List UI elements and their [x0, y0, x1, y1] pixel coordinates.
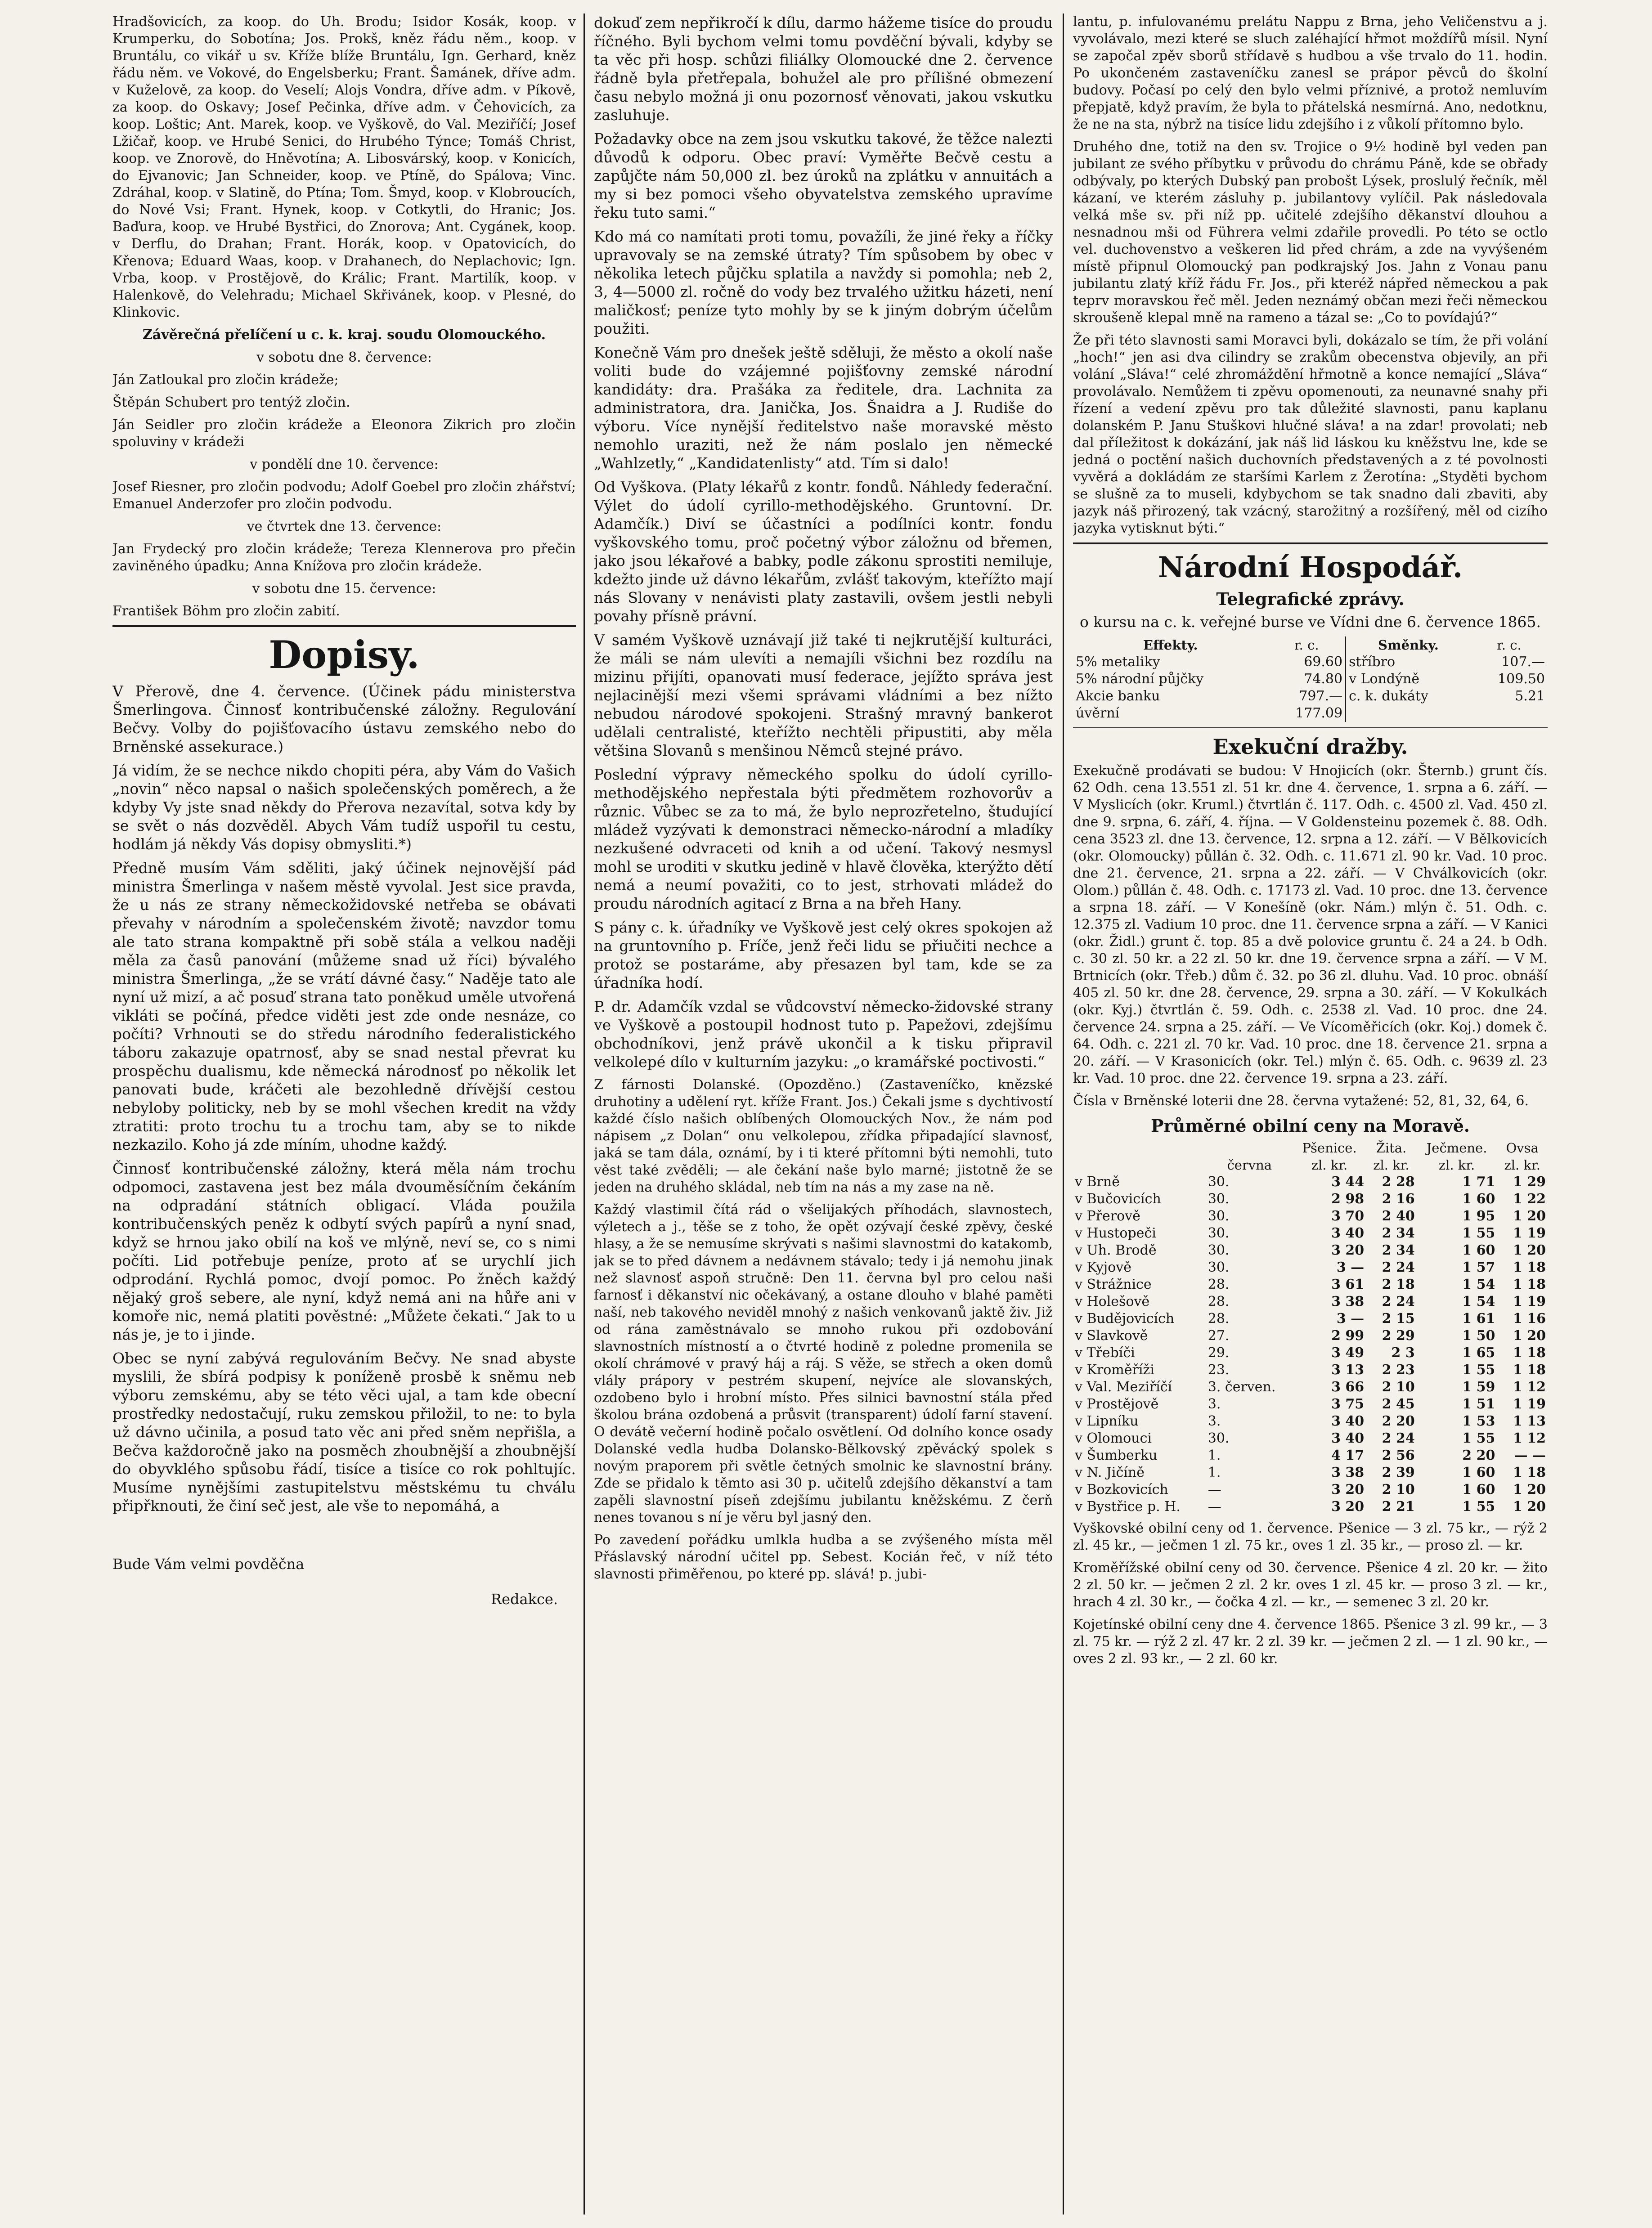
prerov-lead: V Přerově, dne 4. července. (Účinek pádu ministerstva Šmerlingova. Činnosť kontribučenské záložny. Regulování Bečvy. Volby do pojišťovacího ústavu zemského nebo do Brněnské assekurace.)	[112, 682, 576, 755]
exchange-row	[1073, 705, 1548, 722]
grain-date: 30.	[1208, 1225, 1230, 1241]
grain-date: 1.	[1208, 1465, 1221, 1480]
grain-date: 28.	[1208, 1277, 1230, 1292]
bill-rate: 109.50	[1498, 671, 1545, 687]
prerov-paragraph: Předně musím Vám sděliti, jaký účinek nejnovější pád ministra Šmerlinga v našem městě vyvolal. Jest sice pravda, že u nás ze strany německožidovské netřeba se obávati převahy v národním a společenském životě; navzdor tomu ale tato strana kompaktně při sobě stála a velkou naději měla za časů panování (můžeme snad už říci) bývalého ministra Šmerlinga, „že se vrátí dávné časy.“ Naděje tato ale nyní už mizí, a ač posuď strana tato poněkud uměle utvořená vikláti se počíná, předce viděti jest zde onde nesnáze, co počíti? Vrhnouti se do středu národního federalistického táboru zakazuje opatrnosť, aby se snad nestal převrat ku prospěchu dualismu, kde německá národnosť po několik let panovati bude, kráčeti ale bezohledně dřívější cestou nebyloby politicky, neb by se mohl všechen kredit na vždy ztratiti: proto trochu tu a trochu tam, aby se to nikde nezkazilo. Koho já zde míním, uhodne každý.	[112, 859, 576, 1153]
grain-price: 2 99	[1331, 1328, 1365, 1344]
grain-price: 2 34	[1382, 1225, 1415, 1241]
grain-price: 1 18	[1513, 1260, 1546, 1275]
grain-header	[1073, 1139, 1548, 1157]
grain-price: 2 24	[1382, 1294, 1415, 1309]
grain-town: v Bystřice p. H.	[1075, 1499, 1181, 1515]
exchange-row	[1073, 654, 1548, 671]
grain-price: 3 61	[1331, 1277, 1365, 1292]
grain-price: 1 20	[1513, 1208, 1546, 1224]
grain-price: 1 12	[1513, 1379, 1546, 1395]
court-entry: Ján Seidler pro zločin krádeže a Eleonora Zikrich pro zločin spoluviny v krádeži	[112, 417, 576, 450]
grain-col-header	[1073, 1139, 1206, 1157]
grain-price: 3 40	[1331, 1413, 1365, 1429]
grain-town: v Přerově	[1075, 1208, 1140, 1224]
grain-price: 1 54	[1462, 1294, 1495, 1309]
dolany-paragraph: Každý vlastimil čítá rád o všelijakých příhodách, slavnostech, výletech a j., těše se z toho, že opět ozývají české zpěvy, české hlasy, a že se nemusíme skrývati s našimi slavnostmi do katakomb, jak se to před dávnem a nedávnem stávalo; tedy i já nemohu jinak než slavnosť aspoň stručně: Den 11. června byl pro celou naši farnosť i děkanství nic očekávaný, a ostane dlouho v blahé paměti naší, neb takového neviděl mnohý z našich venkovanů jaktě živ. Již od rána zaměstnávalo se mnoho rukou při ozdobování slavnostních místností a o čtvrté hodině z poledne promenila se okolí chrámové v pravý háj a ráj. S věže, se střech a oken domů vlály prápory v pestrém skupení, nejvíce ale slovanských, ozdobeno bylo i hrobní místo. Přes silnici bavnostní stála před školou brána ozdobená a průsvit (transparent) údolí farní stavení. O devátě večerní hodině počalo osvětlení. Od dolního konce osady Dolanské vedla hudba Dolansko-Bělkovský zpěvácký spolek s novým praporem při světle četných smolnic ke slavnostní brány. Zde se přidalo k těmto asi 30 p. učitelů zdejšího děkanství a tam zapěli slavnostní píseň zdejšímu jubilantu kněžskému. Z čerň nenes tovanou s ní je věru byl jasný den.	[594, 1202, 1053, 1525]
court-entry: Josef Riesner, pro zločin podvodu; Adolf Goebel pro zločin zhářství; Emanuel Anderzofer pro zločin podvodu.	[112, 479, 576, 512]
grain-town: v Třebíči	[1075, 1345, 1135, 1361]
article-paragraph: dokuď zem nepřikročí k dílu, darmo hážeme tisíce do proudu říčného. Byli bychom velmi tomu povděční bývali, kdyby se ta věc při hosp. schůzi filiálky Olomoucké dne 2. července řádně byla přetřepala, bohužel ale pro přílišné obmezení času nebylo možná ji onu pozornosť věnovati, jakou vskutku zasluhuje.	[594, 14, 1053, 124]
grain-price: 2 29	[1382, 1328, 1415, 1344]
grain-town: v N. Jičíně	[1075, 1465, 1145, 1480]
column-2	[594, 13, 1053, 2215]
vyskov-grain-prices: Vyškovské obilní ceny od 1. července. Pšenice — 3 zl. 75 kr., — rýž 2 zl. 45 kr., — ječmen 1 zl. 75 kr., oves 1 zl. 35 kr., — proso zl. — kr.	[1073, 1520, 1548, 1553]
security-rate: 69.60	[1304, 654, 1343, 670]
grain-price: 2 21	[1382, 1499, 1415, 1515]
grain-town: v Slavkově	[1075, 1328, 1148, 1344]
bill-name: stříbro	[1346, 654, 1471, 671]
grain-row	[1073, 1498, 1548, 1515]
grain-row	[1073, 1362, 1548, 1379]
grain-price: 3 70	[1331, 1208, 1365, 1224]
grain-price: 1 55	[1462, 1430, 1495, 1446]
grain-town: v Hustopeči	[1075, 1225, 1156, 1241]
clergy-appointments: Hradšovicích, za koop. do Uh. Brodu; Isidor Kosák, koop. v Krumperku, do Sobotína; Jos. Prokš, kněz řádu něm., koop. v Bruntálu, co vikář u sv. Kříže blíže Bruntálu, Ign. Gerhard, kněz řádu něm. ve Vokové, do Engelsberku; Frant. Šamánek, dříve adm. v Kuželově, za koop. do Veselí; Alojs Vondra, dříve adm. v Píkově, za koop. do Oskavy; Josef Pečinka, dříve adm. v Čehovicích, za koop. Loštic; Ant. Marek, koop. ve Vyškově, do Val. Meziříčí; Josef Lžičař, koop. ve Hrubé Senici, do Hrubého Týnce; Tomáš Christ, koop. ve Znorově, do Hněvotína; A. Libosvárský, koop. v Konicích, do Ejvanovic; Jan Schneider, koop. ve Ptíně, do Spálova; Vinc. Zdráhal, koop. v Slatině, do Ptína; Tom. Šmyd, koop. v Klobroucích, do Nové Vsi; Frant. Hynek, koop. v Cotkytli, do Hranic; Jos. Baďura, koop. ve Hrubé Bystřici, do Znorova; Ant. Cygánek, koop. v Derflu, do Drahan; Frant. Horák, koop. v Opatovicích, do Křenova; Eduard Waas, koop. v Drahanech, do Neplachovic; Ign. Vrba, koop. v Prostějově, do Králic; Frant. Martilík, koop. v Halenkově, do Velehradu; Michael Skřivánek, koop. v Plesné, do Klinkovic.	[112, 14, 576, 320]
grain-col-subheader: zl. kr.	[1373, 1157, 1410, 1173]
grain-price: 1 53	[1462, 1413, 1495, 1429]
grain-price: 1 19	[1513, 1294, 1546, 1309]
grain-price: 3 66	[1331, 1379, 1365, 1395]
grain-price: 1 60	[1462, 1191, 1495, 1207]
grain-date: 30.	[1208, 1242, 1230, 1258]
grain-price: 1 22	[1513, 1191, 1546, 1207]
rate-header: r. c.	[1294, 637, 1319, 653]
bill-name	[1346, 705, 1471, 722]
grain-price: 3 20	[1331, 1242, 1365, 1258]
security-name: úvěrní	[1076, 705, 1120, 721]
effects-header: Effekty.	[1143, 637, 1198, 653]
dolany-continued: lantu, p. infulovanému prelátu Nappu z Brna, jeho Veličenstvu a j. vyvolávalo, mezi které se sluch zaléhající hřmot moždířů mísil. Nyní se započal zpěv sborů střídavě s hudbou a vše trvalo do 11. hodin. Po ukončeném zastaveníčku zanesl se prápor pěvců do školní budovy. Počasí po celý den bylo velmi příznivé, a protož nemluvím přepjatě, když pravím, že byla to přátelská nesmírná. Ano, nedotknu, že ne na sta, nýbrž na tisíce lidu zdejšího i z vůkolí přítomno bylo.	[1073, 14, 1548, 132]
security-name: 5% metaliky	[1076, 654, 1160, 670]
bill-rate: 5.21	[1515, 688, 1545, 704]
grain-price: 3 75	[1331, 1396, 1365, 1412]
court-entry: Štěpán Schubert pro tentýž zločin.	[112, 394, 350, 410]
exchange-table	[1073, 637, 1548, 722]
grain-row	[1073, 1259, 1548, 1276]
grain-price: 3 13	[1331, 1362, 1365, 1378]
grain-col-subheader	[1073, 1157, 1206, 1174]
column-rule-left	[584, 13, 585, 2215]
grain-date: 30.	[1208, 1208, 1230, 1224]
grain-row	[1073, 1481, 1548, 1498]
grain-price: 1 20	[1513, 1242, 1546, 1258]
auctions-heading: Exekuční dražby.	[1212, 735, 1408, 759]
grain-date: 30.	[1208, 1191, 1230, 1207]
grain-price: 2 24	[1382, 1260, 1415, 1275]
grain-price: 2 18	[1382, 1277, 1415, 1292]
court-entry: ve čtvrtek dne 13. července:	[247, 519, 442, 534]
grain-row	[1073, 1430, 1548, 1447]
section-divider	[112, 625, 576, 627]
section-divider	[1073, 727, 1548, 728]
grain-price: 1 55	[1462, 1362, 1495, 1378]
grain-date: 27.	[1208, 1328, 1230, 1344]
grain-price: 2 20	[1382, 1413, 1415, 1429]
grain-price: 2 40	[1382, 1208, 1415, 1224]
grain-row	[1073, 1327, 1548, 1345]
article-paragraph: Kdo má co namítati proti tomu, považíli, že jiné řeky a říčky upravovaly se na zemské útraty? Tím spůsobem by obec v několika letech půjčku splatila a navždy si pomohla; neb 2, 3, 4—5000 zl. ročně do vody bez trvalého užitku házeti, není maličkosť; peníze tyto mohly by se k jiným dobrým účelům použiti.	[594, 228, 1053, 337]
grain-subheader	[1073, 1157, 1548, 1174]
grain-price: 2 15	[1382, 1311, 1415, 1327]
grain-price: 3 —	[1336, 1311, 1365, 1327]
kojetin-grain-prices: Kojetínské obilní ceny dne 4. července 1865. Pšenice 3 zl. 99 kr., — 3 zl. 75 kr. — rýž 2 zl. 47 kr. 2 zl. 39 kr. — ječmen 2 zl. — 1 zl. 90 kr., — oves 2 zl. 93 kr., — 2 zl. 60 kr.	[1073, 1617, 1548, 1667]
grain-price: 1 18	[1513, 1465, 1546, 1480]
column-rule-right	[1063, 13, 1064, 2215]
dolany-lead: Z fárnosti Dolanské. (Opozděno.) (Zastaveníčko, knězské druhotiny a udělení ryt. kříže Frant. Jos.) Čekali jsme s dychtivostí každé číslo našich oblíbených Olomouckých Nov., že nám pod nápisem „z Dolan“ onu velkolepou, zřídka připadající slavnosť, jaká se tam dála, oznámí, by i ti které přítomni býti nemohli, tuto věst také zvěděli; — ale čekání naše bylo marné; jistotně že se jeden na druhého skládal, neb tím na nás a my zase na ně.	[594, 1077, 1053, 1195]
grain-price: 2 16	[1382, 1191, 1415, 1207]
grain-price: 1 54	[1462, 1277, 1495, 1292]
grain-col-header: Žita.	[1376, 1140, 1407, 1156]
grain-town: v Prostějově	[1075, 1396, 1159, 1412]
article-paragraph: Poslední výpravy německého spolku do údolí cyrillo-methodějského nepřestala býti předmětem rozhovorův a různic. Vůbec se za to má, že bylo neprozřetelno, študující mládež vyzývati k demonstraci německo-národní a mladíky nezkušené odvraceti od knih a od učení. Takový nesmysl mohl se uroditi v skutku jedině v hlavě člověka, kterýžto dětí nemá a neumí považiti, co to jest, strhovati mládež do proudu národních agitací z Brna a na břeh Hany.	[594, 766, 1053, 912]
grain-price: 2 34	[1382, 1242, 1415, 1258]
auctions-text: Exekučně prodávati se budou: V Hnojicích (okr. Šternb.) grunt čís. 62 Odh. cena 13.551 zl. 51 kr. dne 4. července, 1. srpna a 6. září. — V Myslicích (okr. Kruml.) čtvrtlán č. 117. Odh. c. 4500 zl. Vad. 450 zl. dne 9. srpna, 6. září, 4. října. — V Goldensteinu pozemek č. 88. Odh. cena 3523 zl. dne 13. července, 12. srpna a 12. září. — V Bělkovicích (okr. Olomoucky) půllán č. 32. Odh. c. 11.671 zl. 90 kr. Vad. 10 proc. dne 21. července, 21. srpna a 22. září. — V Chválkovicích (okr. Olom.) půllán č. 48. Odh. c. 17173 zl. Vad. 10 proc. dne 13. července a srpna 18. září. — V Konešíně (okr. Nám.) mlýn č. 51. Odh. c. 12.375 zl. Vadium 10 proc. dne 11. července srpna a září. — V Kanici (okr. Židl.) grunt č. top. 85 a dvě polovice gruntu č. 24 a 24. b Odh. c. 30 zl. 50 kr. a 22 zl. 50 kr. dne 19. července srpna a září. — V M. Brtnicích (okr. Třeb.) dům č. 32. po 36 zl. dluhu. Vad. 10 proc. obnáší 405 zl. 50 kr. dne 28. července, 29. srpna a 30. září. — V Kokulkách (okr. Kyj.) čtvrtlán č. 59. Odh. c. 2538 zl. Vad. 10 proc. dne 24. července 24. srpna a 25. září. — Ve Vícoměřicích (okr. Koj.) domek č. 64. Odh. c. 221 zl. 70 kr. Vad. 10 proc. dne 18. července 21. srpna a 20. září. — V Krasonicích (okr. Tel.) mlýn č. 65. Odh. c. 9639 zl. 23 kr. Vad. 10 proc. dne 22. července 19. srpna a 23. září.	[1073, 763, 1548, 1086]
grain-col-subheader: zl. kr.	[1438, 1157, 1475, 1173]
grain-price: 1 60	[1462, 1465, 1495, 1480]
grain-price: 2 24	[1382, 1430, 1415, 1446]
grain-prices-table	[1073, 1139, 1548, 1515]
grain-date: 30.	[1208, 1174, 1230, 1190]
grain-town: v Holešově	[1075, 1294, 1150, 1309]
narodni-hospodar-heading: Národní Hospodář.	[1158, 551, 1463, 584]
grain-price: 3 40	[1331, 1430, 1365, 1446]
grain-row	[1073, 1276, 1548, 1293]
security-rate: 177.09	[1295, 705, 1343, 721]
grain-town: v Val. Meziříčí	[1075, 1379, 1172, 1395]
security-name: 5% národní půjčky	[1076, 671, 1204, 687]
court-title: Závěrečná přelíčení u c. k. kraj. soudu Olomouckého.	[142, 327, 546, 343]
grain-price: 1 55	[1462, 1225, 1495, 1241]
grain-price: 1 19	[1513, 1225, 1546, 1241]
grain-price: 2 98	[1331, 1191, 1365, 1207]
grain-price: 1 16	[1513, 1311, 1546, 1327]
grain-price: 1 20	[1513, 1499, 1546, 1515]
grain-date: 1.	[1208, 1448, 1221, 1463]
bill-rate: 107.—	[1501, 654, 1545, 670]
court-entry: v pondělí dne 10. července:	[250, 457, 439, 472]
grain-price: 2 20	[1462, 1448, 1495, 1463]
grain-row	[1073, 1464, 1548, 1481]
grain-town: v Olomouci	[1075, 1430, 1152, 1446]
grain-price: 1 29	[1513, 1174, 1546, 1190]
grain-town: v Uh. Brodě	[1075, 1242, 1157, 1258]
court-entry: František Böhm pro zločin zabití.	[112, 603, 340, 619]
grain-price: 2 56	[1382, 1448, 1415, 1463]
article-paragraph: V samém Vyškově uznávají již také ti nejkrutější kulturáci, že máli se nám ulevíti a nemajíli všichni bez rozdílu na mizinu přijíti, opanovati musí federace, jejížto správa jest nejlacinější mezi všemi správami vládními a bez nížto nebudou národové spokojeni. Strašný mravný bankerot udělali centralisté, kteřížto nechtěli připustiti, aby měla většina Slovanů s menšinou Němců stejné právo.	[594, 631, 1053, 759]
vyskov-lead: Od Vyškova. (Platy lékařů z kontr. fondů. Náhledy federační. Výlet do údolí cyrillo-methodějského. Gruntovní. Dr. Adamčík.) Diví se účastníci a podílníci kontr. fondu vyškovského tomu, proč početný výbor záložnu od břemen, jako jsou lékařové a babky, podle zákonu sprostiti nemiluje, kdežto jinde už dávno lékařům, zvlášť takovým, kteřížto mají nás Slovany v nenávisti platy zastavili, ovšem jestli nebyli povahy přísně právní.	[594, 478, 1053, 625]
grain-price: — —	[1514, 1448, 1546, 1463]
grain-date: 23.	[1208, 1362, 1230, 1378]
grain-date: 3. červen.	[1208, 1379, 1276, 1395]
grain-row	[1073, 1345, 1548, 1362]
footnote-text: Bude Vám velmi povděčna	[112, 1556, 305, 1573]
grain-price: 2 28	[1382, 1174, 1415, 1190]
grain-town: v Bozkovicích	[1075, 1482, 1168, 1497]
bill-rate	[1471, 705, 1548, 722]
prerov-paragraph: Já vidím, že se nechce nikdo chopiti péra, aby Vám do Vašich „novin“ něco napsal o našich společenských poměrech, a že kdyby Vy jste snad někdy do Přerova nezavítal, sotva kdy by se svět o nás dozvěděl. Abych Vám tudíž uspořil tu cestu, hodlám já někdy Vás dopisy obmysliti.*)	[112, 762, 576, 853]
bill-name: v Londýně	[1346, 671, 1471, 688]
grain-prices-heading: Průměrné obilní ceny na Moravě.	[1150, 1116, 1470, 1136]
grain-row	[1073, 1225, 1548, 1242]
court-entry: Ján Zatloukal pro zločin krádeže;	[112, 372, 339, 388]
grain-price: 2 10	[1382, 1379, 1415, 1395]
grain-town: v Kroměříži	[1075, 1362, 1154, 1378]
grain-price: 3 44	[1331, 1174, 1365, 1190]
dopisy-heading: Dopisy.	[269, 632, 420, 677]
dolany-continued: Druhého dne, totiž na den sv. Trojice o 9½ hodině byl veden pan jubilant ze svého příbytku v průvodu do chrámu Páně, kde se obřady odbývaly, po kterých Dubský pan probošt Lýsek, proslulý řečník, měl kázaní, ve kterém zásluhy p. jubilantovy vylíčil. Pak následovala velká mše sv. při níž pp. učitelé zdejšího děkanství dlouhou a nesnadnou mši od Führera velmi zdařile provedli. Po této se octlo vel. duchovenstvo a veškeren lid před chrám, a zde na vyvýšeném místě připnul Olomoucký pan podkrajský Jos. Jahn z Vonau panu jubilantu zlatý kříž řádu Fr. Jos., při kteréž nápřed německou a pak teprv moravskou řeč měl. Jeden neznámý občan mezi řeči německou skroušeně klepal mně na rameno a tázal se: „Co to povídajú?“	[1073, 139, 1548, 326]
grain-date: 30.	[1208, 1260, 1230, 1275]
grain-row	[1073, 1191, 1548, 1208]
grain-price: 3 49	[1331, 1345, 1365, 1361]
grain-price: 1 55	[1462, 1499, 1495, 1515]
security-name: Akcie banku	[1076, 688, 1160, 704]
grain-price: 2 39	[1382, 1465, 1415, 1480]
grain-price: 3 —	[1336, 1260, 1365, 1275]
prerov-paragraph: Obec se nyní zabývá regulováním Bečvy. Ne snad abyste myslili, že sbírá podpisy k poníženě prosbě k sněmu neb výboru zemskému, aby se této věci ujal, a tam kde obecní prostředky nedostačují, ruku zemskou přiložil, to ne: to byla už dávno učinila, a posud tato věc ani před sněm nepřišla, a Bečva každoročně jako na posměch zhoubnější a zhoubnější do obyvklého spůsobu řádí, tisíce a tisíce co rok pohltujíc. Musíme nynějšími zastupitelstvu městskému tu chválu připřknouti, že činí seč jest, ale vše to nepomáhá, a	[112, 1349, 576, 1515]
grain-row	[1073, 1174, 1548, 1191]
grain-row	[1073, 1242, 1548, 1259]
grain-price: 1 13	[1513, 1413, 1546, 1429]
grain-price: 1 59	[1462, 1379, 1495, 1395]
grain-col-header: Ječmene.	[1426, 1140, 1487, 1156]
grain-col-subheader: zl. kr.	[1504, 1157, 1540, 1173]
grain-price: 3 38	[1331, 1294, 1365, 1309]
grain-price: 1 60	[1462, 1242, 1495, 1258]
grain-row	[1073, 1379, 1548, 1396]
dolany-paragraph: Po zavedení pořádku umlkla hudba a se zvýšeného místa měl Přáslavský národní učitel pp. Sebest. Kocián řeč, v níž této slavnosti přiměřenou, po které pp. slává! p. jubi-	[594, 1532, 1053, 1582]
dolany-continued: Že při této slavnosti sami Moravci byli, dokázalo se tím, že při volání „hoch!“ jen asi dva cilindry se zrakům obecenstva objevily, an při volání „Sláva!“ celé zhromáždění hřmotně a konce nemající „Sláva“ provolávalo. Nemůžem ti zpěvu opomenouti, za neunavné snahy při řízení a vedení zpěvu pro tak důležité slavnosti, panu kaplanu dolanském P. Janu Stuškovi hlučné sláva! a na zdar! provolati; neb dal příležitost k dokázání, jak náš lid láskou ku kněžstvu lne, kde se jedná o poctění našich duchovních představených a z té povolnosti vyvěrá a dokládám ze staršími Karlem z Žerotína: „Styděti bychom se slušně za to museli, kdybychom se tak snadno dali zbaviti, aby jazyk náš přirozený, tak vzácný, starožitný a rozšířený, měl od cizího jazyka vytisknut býti.“	[1073, 332, 1548, 536]
grain-date: 29.	[1208, 1345, 1230, 1361]
grain-date: —	[1208, 1482, 1221, 1497]
grain-price: 1 20	[1513, 1482, 1546, 1497]
lottery-numbers: Čísla v Brněnské loterii dne 28. června vytažené: 52, 81, 32, 64, 6.	[1073, 1093, 1529, 1109]
article-paragraph: Konečně Vám pro dnešek ještě sděluji, že město a okolí naše voliti bude do vzájemné pojišťovny zemské národní kandidáty: dra. Prašáka za ředitele, dra. Lachnita za administratora, dra. Janička, Jos. Šnaidra a J. Rudiše do výboru. Více nynější ředitelstvo naše moravské město nemohlo uraziti, než že nám poslalo jen německé „Wahlzetly,“ „Kandidatenlisty“ atd. Tím si dalo!	[594, 344, 1053, 472]
bill-name: c. k. dukáty	[1346, 688, 1471, 705]
grain-town: v Lipníku	[1075, 1413, 1139, 1429]
prerov-paragraph: Činnosť kontribučenské záložny, která měla nám trochu odpomoci, zastavena jest bez mála dvouměsíčním čekáním na odpradání státních obligací. Vláda použila kontribučenských peněz k odbytí svých papírů a nyní snad, když se hrnou jako obilí na koš ve mlýně, neví se, co s nimi počíti. Lid potřebuje peníze, proto ať se urychlí jich odprodání. Rychlá pomoc, dvojí pomoc. Po žněch každý nějaký groš sebere, ale nyní, když nemá ani na hůře ani v komoře nic, nemá platiti pověstné: „Můžete čekati.“ Jak to u nás je, je to i jinde.	[112, 1160, 576, 1343]
grain-price: 3 38	[1331, 1465, 1365, 1480]
grain-price: 1 50	[1462, 1328, 1495, 1344]
security-rate: 797.—	[1299, 688, 1343, 704]
grain-col-subheader: června	[1227, 1157, 1272, 1173]
grain-price: 3 20	[1331, 1499, 1365, 1515]
grain-row	[1073, 1447, 1548, 1464]
footnote-signature: Redakce.	[490, 1591, 558, 1608]
grain-date: —	[1208, 1499, 1221, 1515]
court-entry: v sobotu dne 15. července:	[252, 581, 436, 596]
rate-header: r. c.	[1497, 637, 1522, 653]
column-1	[112, 13, 576, 2215]
grain-town: v Bučovicích	[1075, 1191, 1161, 1207]
grain-price: 1 18	[1513, 1277, 1546, 1292]
grain-date: 28.	[1208, 1294, 1230, 1309]
grain-price: 1 19	[1513, 1396, 1546, 1412]
grain-date: 30.	[1208, 1430, 1230, 1446]
grain-price: 1 18	[1513, 1362, 1546, 1378]
grain-price: 1 61	[1462, 1311, 1495, 1327]
grain-price: 1 12	[1513, 1430, 1546, 1446]
grain-row	[1073, 1208, 1548, 1225]
security-rate: 74.80	[1304, 671, 1343, 687]
kromeriz-grain-prices: Kroměřížské obilní ceny od 30. července. Pšenice 4 zl. 20 kr. — žito 2 zl. 50 kr. — ječmen 2 zl. 2 kr. oves 1 zl. 45 kr. — proso 3 zl. — kr., hrach 4 zl. 30 kr., — čočka 4 zl. — kr., — semenec 3 zl. 20 kr.	[1073, 1560, 1548, 1610]
grain-town: v Kyjově	[1075, 1260, 1131, 1275]
article-paragraph: Požadavky obce na zem jsou vskutku takové, že těžce nalezti důvodů k odporu. Obec praví: Vyměřte Bečvě cestu a zapůjčte nám 50,000 zl. bez úroků na zplátku v annuitách a my si bez pomoci všeho obyvatelstva zemského upravíme řeku tuto sami.“	[594, 130, 1053, 221]
exchange-header	[1073, 637, 1548, 654]
grain-price: 1 57	[1462, 1260, 1495, 1275]
court-entry: v sobotu dne 8. července:	[256, 350, 432, 365]
grain-price: 1 60	[1462, 1482, 1495, 1497]
grain-col-header: Pšenice.	[1302, 1140, 1357, 1156]
grain-price: 1 95	[1462, 1208, 1495, 1224]
grain-price: 2 45	[1382, 1396, 1415, 1412]
grain-price: 1 18	[1513, 1345, 1546, 1361]
article-paragraph: S pány c. k. úřadníky ve Vyškově jest celý okres spokojen až na gruntovního p. Fríče, jenž řeči lidu se přiučiti nechce a protož se postaráme, aby přesazen byl tam, kde se za úřadníka hodí.	[594, 919, 1053, 991]
section-divider	[1073, 542, 1548, 544]
grain-town: v Šumberku	[1075, 1448, 1158, 1463]
grain-row	[1073, 1413, 1548, 1430]
grain-price: 1 71	[1462, 1174, 1495, 1190]
grain-price: 1 20	[1513, 1328, 1546, 1344]
court-entry: Jan Frydecký pro zločin krádeže; Tereza Klennerova pro přečin zaviněného úpadku; Anna Knížova pro zločin krádeže.	[112, 541, 576, 574]
grain-col-subheader: zl. kr.	[1311, 1157, 1348, 1173]
grain-price: 2 10	[1382, 1482, 1415, 1497]
grain-row	[1073, 1293, 1548, 1310]
telegraph-heading: Telegrafické zprávy.	[1216, 589, 1405, 609]
grain-rows	[1073, 1174, 1548, 1515]
exchange-row	[1073, 671, 1548, 688]
grain-row	[1073, 1396, 1548, 1413]
bills-header: Směnky.	[1346, 637, 1471, 654]
grain-price: 1 51	[1462, 1396, 1495, 1412]
grain-col-header	[1206, 1139, 1293, 1157]
grain-date: 3.	[1208, 1396, 1221, 1412]
grain-date: 28.	[1208, 1311, 1230, 1327]
grain-price: 1 65	[1462, 1345, 1495, 1361]
grain-town: v Strážnice	[1075, 1277, 1152, 1292]
grain-price: 3 20	[1331, 1482, 1365, 1497]
grain-row	[1073, 1310, 1548, 1327]
grain-price: 2 3	[1391, 1345, 1415, 1361]
exchange-intro: o kursu na c. k. veřejné burse ve Vídni dne 6. července 1865.	[1079, 613, 1541, 631]
exchange-row	[1073, 688, 1548, 705]
grain-col-header: Ovsa	[1506, 1140, 1539, 1156]
grain-price: 4 17	[1331, 1448, 1365, 1463]
grain-town: v Brně	[1075, 1174, 1120, 1190]
article-paragraph: P. dr. Adamčík vzdal se vůdcovství německo-židovské strany ve Vyškově a postoupil hodnost tuto p. Papežovi, zdejšímu obchodníkovi, jenž právě ukončil a k tisku připravil velkolepé dílo v kulturním jazyku: „o kramářské poctivosti.“	[594, 998, 1053, 1071]
footnote	[112, 1556, 576, 1608]
column-3	[1073, 13, 1548, 2215]
grain-price: 2 23	[1382, 1362, 1415, 1378]
grain-date: 3.	[1208, 1413, 1221, 1429]
grain-town: v Budějovicích	[1075, 1311, 1175, 1327]
grain-price: 3 40	[1331, 1225, 1365, 1241]
